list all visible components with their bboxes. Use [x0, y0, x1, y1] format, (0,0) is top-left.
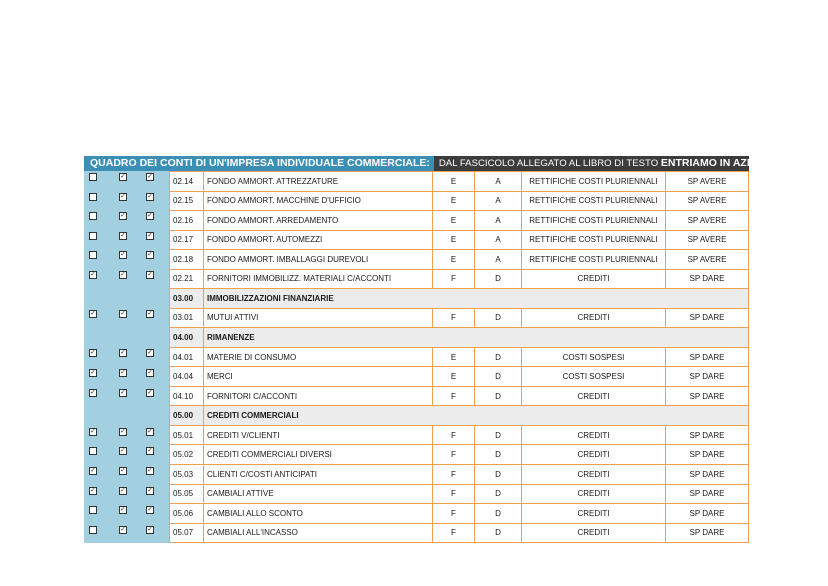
checked-checkbox[interactable]: ✓ — [147, 173, 153, 180]
account-code: 05.06 — [170, 504, 204, 524]
account-nature: E — [433, 211, 475, 231]
section-title: CREDITI COMMERCIALI — [204, 406, 749, 426]
account-balance-side: SP DARE — [666, 464, 749, 484]
section-code: 05.00 — [170, 406, 204, 426]
account-code: 02.18 — [170, 250, 204, 270]
checked-checkbox[interactable]: ✓ — [147, 427, 153, 435]
account-code: 02.15 — [170, 191, 204, 211]
account-section: D — [475, 425, 522, 445]
account-name: CREDITI COMMERCIALI DIVERSI — [204, 445, 433, 465]
account-nature: F — [433, 504, 475, 524]
checkbox-row — [84, 191, 169, 211]
account-group: RETTIFICHE COSTI PLURIENNALI — [522, 172, 666, 192]
account-balance-side: SP DARE — [666, 347, 749, 367]
account-group: RETTIFICHE COSTI PLURIENNALI — [522, 211, 666, 231]
unchecked-checkbox[interactable] — [89, 251, 97, 259]
checkbox-row — [84, 328, 169, 348]
checkbox-column — [84, 171, 169, 543]
account-row — [170, 230, 749, 250]
checked-checkbox[interactable]: ✓ — [90, 368, 96, 376]
section-title: RIMANENZE — [204, 328, 749, 348]
account-nature: E — [433, 347, 475, 367]
unchecked-checkbox[interactable] — [89, 212, 97, 220]
checked-checkbox[interactable]: ✓ — [147, 466, 153, 474]
section-header-row — [170, 406, 749, 426]
account-section: D — [475, 386, 522, 406]
checked-checkbox[interactable]: ✓ — [90, 388, 96, 396]
unchecked-checkbox[interactable] — [89, 506, 97, 514]
account-group: COSTI SOSPESI — [522, 367, 666, 387]
account-row — [170, 211, 749, 231]
checked-checkbox[interactable]: ✓ — [147, 270, 153, 278]
account-name: CAMBIALI ATTIVE — [204, 484, 433, 504]
account-nature: E — [433, 191, 475, 211]
checked-checkbox[interactable]: ✓ — [147, 486, 153, 494]
accounts-table — [169, 171, 749, 543]
checkbox-row — [84, 347, 169, 367]
account-name: FONDO AMMORT. MACCHINE D'UFFICIO — [204, 191, 433, 211]
checked-checkbox[interactable]: ✓ — [120, 310, 126, 318]
account-name: FORNITORI IMMOBILIZZ. MATERIALI C/ACCONTI — [204, 269, 433, 289]
account-section: D — [475, 269, 522, 289]
account-balance-side: SP AVERE — [666, 230, 749, 250]
account-balance-side: SP AVERE — [666, 191, 749, 211]
banner-title: QUADRO DEI CONTI DI UN'IMPRESA INDIVIDUALE COMMERCIALE: — [84, 156, 434, 171]
account-balance-side: SP DARE — [666, 504, 749, 524]
account-group: CREDITI — [522, 504, 666, 524]
account-balance-side: SP DARE — [666, 308, 749, 328]
account-nature: F — [433, 484, 475, 504]
account-nature: F — [433, 445, 475, 465]
checked-checkbox[interactable]: ✓ — [120, 231, 126, 239]
checked-checkbox[interactable]: ✓ — [147, 388, 153, 396]
section-title: IMMOBILIZZAZIONI FINANZIARIE — [204, 289, 749, 309]
section-code: 03.00 — [170, 289, 204, 309]
account-name: FONDO AMMORT. ARREDAMENTO — [204, 211, 433, 231]
account-section: D — [475, 504, 522, 524]
checked-checkbox[interactable]: ✓ — [120, 212, 126, 220]
account-row — [170, 347, 749, 367]
checked-checkbox[interactable]: ✓ — [147, 525, 153, 533]
banner-subtitle — [434, 156, 805, 171]
checked-checkbox[interactable]: ✓ — [147, 231, 153, 239]
checkbox-row — [84, 269, 169, 289]
checkbox-row — [84, 367, 169, 387]
account-nature: F — [433, 464, 475, 484]
account-section: A — [475, 211, 522, 231]
checkbox-row — [84, 445, 169, 465]
checked-checkbox[interactable]: ✓ — [120, 506, 126, 514]
account-balance-side: SP AVERE — [666, 250, 749, 270]
unchecked-checkbox[interactable] — [89, 232, 97, 240]
section-code: 04.00 — [170, 328, 204, 348]
checkbox-row — [84, 426, 169, 446]
account-group: CREDITI — [522, 308, 666, 328]
account-balance-side: SP DARE — [666, 484, 749, 504]
checked-checkbox[interactable]: ✓ — [147, 506, 153, 514]
checked-checkbox[interactable]: ✓ — [120, 486, 126, 494]
checked-checkbox[interactable]: ✓ — [120, 525, 126, 533]
checkbox-row — [84, 210, 169, 230]
checked-checkbox[interactable]: ✓ — [120, 427, 126, 435]
checkbox-row — [84, 485, 169, 505]
account-section: D — [475, 308, 522, 328]
account-row — [170, 308, 749, 328]
checked-checkbox[interactable]: ✓ — [120, 173, 126, 180]
account-name: FONDO AMMORT. AUTOMEZZI — [204, 230, 433, 250]
account-section: D — [475, 464, 522, 484]
account-row — [170, 269, 749, 289]
checkbox-row — [84, 465, 169, 485]
account-section: A — [475, 191, 522, 211]
account-section: D — [475, 347, 522, 367]
account-section: A — [475, 172, 522, 192]
account-name: CREDITI V/CLIENTI — [204, 425, 433, 445]
account-nature: F — [433, 523, 475, 543]
account-name: CAMBIALI ALL'INCASSO — [204, 523, 433, 543]
section-header-row — [170, 289, 749, 309]
account-row — [170, 425, 749, 445]
account-code: 05.05 — [170, 484, 204, 504]
checked-checkbox[interactable]: ✓ — [147, 192, 153, 200]
account-name: MERCI — [204, 367, 433, 387]
account-balance-side: SP DARE — [666, 269, 749, 289]
checked-checkbox[interactable]: ✓ — [90, 349, 96, 357]
account-row — [170, 464, 749, 484]
checkbox-row — [84, 249, 169, 269]
banner-book-title: ENTRIAMO IN AZIENDA UP 1 — [660, 157, 806, 169]
account-name: FONDO AMMORT. ATTREZZATURE — [204, 172, 433, 192]
unchecked-checkbox[interactable] — [89, 526, 97, 534]
account-section: A — [475, 250, 522, 270]
account-code: 02.14 — [170, 172, 204, 192]
account-section: D — [475, 523, 522, 543]
account-group: COSTI SOSPESI — [522, 347, 666, 367]
checked-checkbox[interactable]: ✓ — [120, 192, 126, 200]
account-name: FORNITORI C/ACCONTI — [204, 386, 433, 406]
account-group: CREDITI — [522, 425, 666, 445]
account-name: MUTUI ATTIVI — [204, 308, 433, 328]
account-row — [170, 191, 749, 211]
checked-checkbox[interactable]: ✓ — [120, 447, 126, 455]
checked-checkbox[interactable]: ✓ — [147, 251, 153, 259]
account-nature: E — [433, 250, 475, 270]
account-group: CREDITI — [522, 464, 666, 484]
account-balance-side: SP DARE — [666, 386, 749, 406]
account-row — [170, 523, 749, 543]
account-code: 05.01 — [170, 425, 204, 445]
title-banner — [84, 156, 806, 171]
checkbox-row — [84, 406, 169, 426]
account-balance-side: SP DARE — [666, 367, 749, 387]
account-nature: F — [433, 386, 475, 406]
checked-checkbox[interactable]: ✓ — [147, 349, 153, 357]
account-balance-side: SP AVERE — [666, 172, 749, 192]
unchecked-checkbox[interactable] — [89, 173, 97, 181]
account-name: MATERIE DI CONSUMO — [204, 347, 433, 367]
checked-checkbox[interactable]: ✓ — [90, 270, 96, 278]
account-nature: E — [433, 172, 475, 192]
account-code: 02.17 — [170, 230, 204, 250]
checked-checkbox[interactable]: ✓ — [147, 368, 153, 376]
account-nature: F — [433, 425, 475, 445]
checked-checkbox[interactable]: ✓ — [90, 310, 96, 318]
checked-checkbox[interactable]: ✓ — [120, 270, 126, 278]
checkbox-row — [84, 308, 169, 328]
account-nature: E — [433, 230, 475, 250]
account-nature: F — [433, 269, 475, 289]
account-code: 05.02 — [170, 445, 204, 465]
account-section: D — [475, 367, 522, 387]
account-name: CLIENTI C/COSTI ANTICIPATI — [204, 464, 433, 484]
account-group: CREDITI — [522, 484, 666, 504]
checked-checkbox[interactable]: ✓ — [90, 486, 96, 494]
account-name: FONDO AMMORT. IMBALLAGGI DUREVOLI — [204, 250, 433, 270]
chart-of-accounts-sheet — [84, 156, 806, 543]
checkbox-row — [84, 230, 169, 250]
checked-checkbox[interactable]: ✓ — [120, 349, 126, 357]
checked-checkbox[interactable]: ✓ — [120, 368, 126, 376]
account-row — [170, 172, 749, 192]
account-row — [170, 504, 749, 524]
account-code: 02.16 — [170, 211, 204, 231]
account-row — [170, 445, 749, 465]
unchecked-checkbox[interactable] — [89, 193, 97, 201]
checked-checkbox[interactable]: ✓ — [120, 251, 126, 259]
account-balance-side: SP DARE — [666, 425, 749, 445]
checkbox-row — [84, 504, 169, 524]
account-code: 05.07 — [170, 523, 204, 543]
account-section: D — [475, 445, 522, 465]
checked-checkbox[interactable]: ✓ — [147, 310, 153, 318]
account-nature: E — [433, 367, 475, 387]
unchecked-checkbox[interactable] — [89, 447, 97, 455]
account-group: CREDITI — [522, 386, 666, 406]
checkbox-row — [84, 171, 169, 191]
account-group: RETTIFICHE COSTI PLURIENNALI — [522, 191, 666, 211]
account-code: 02.21 — [170, 269, 204, 289]
account-row — [170, 367, 749, 387]
checked-checkbox[interactable]: ✓ — [90, 466, 96, 474]
checkbox-row — [84, 524, 169, 544]
account-code: 03.01 — [170, 308, 204, 328]
checked-checkbox[interactable]: ✓ — [147, 212, 153, 220]
account-section: A — [475, 230, 522, 250]
banner-source-text: DAL FASCICOLO ALLEGATO AL LIBRO DI TESTO — [438, 158, 659, 169]
account-code: 04.01 — [170, 347, 204, 367]
account-row — [170, 386, 749, 406]
account-code: 05.03 — [170, 464, 204, 484]
account-group: CREDITI — [522, 269, 666, 289]
account-code: 04.10 — [170, 386, 204, 406]
account-code: 04.04 — [170, 367, 204, 387]
account-name: CAMBIALI ALLO SCONTO — [204, 504, 433, 524]
section-header-row — [170, 328, 749, 348]
checked-checkbox[interactable]: ✓ — [120, 466, 126, 474]
account-group: RETTIFICHE COSTI PLURIENNALI — [522, 250, 666, 270]
account-row — [170, 484, 749, 504]
checkbox-row — [84, 289, 169, 309]
account-group: RETTIFICHE COSTI PLURIENNALI — [522, 230, 666, 250]
account-row — [170, 250, 749, 270]
account-section: D — [475, 484, 522, 504]
checkbox-row — [84, 387, 169, 407]
checked-checkbox[interactable]: ✓ — [120, 388, 126, 396]
account-balance-side: SP DARE — [666, 523, 749, 543]
account-nature: F — [433, 308, 475, 328]
account-group: CREDITI — [522, 445, 666, 465]
account-group: CREDITI — [522, 523, 666, 543]
account-balance-side: SP DARE — [666, 445, 749, 465]
checked-checkbox[interactable]: ✓ — [147, 447, 153, 455]
account-balance-side: SP AVERE — [666, 211, 749, 231]
checked-checkbox[interactable]: ✓ — [90, 427, 96, 435]
